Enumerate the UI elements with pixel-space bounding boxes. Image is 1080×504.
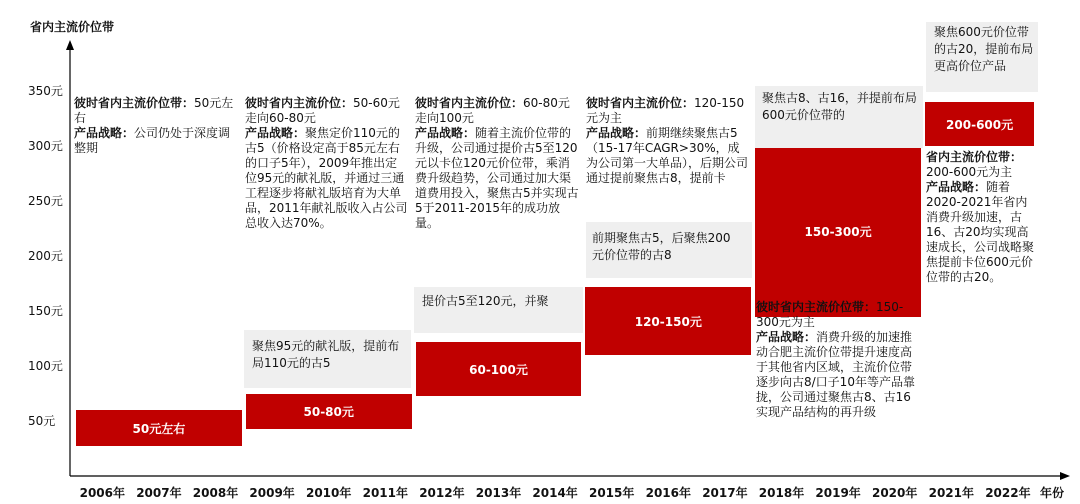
range-bar-label-5: 150-300元: [804, 225, 872, 240]
y-tick-label: 200元: [28, 249, 63, 263]
x-tick-label: 2008年: [192, 486, 239, 500]
description-6: [926, 150, 1038, 285]
range-bar-label-3: 60-100元: [469, 362, 528, 377]
y-tick-label: 300元: [28, 139, 63, 153]
x-tick-label: 2014年: [532, 486, 578, 500]
description-2-strategy: 聚焦定价110元的古5（价格设定高于85元左右的口子5年），2009年推出定位95元的献礼版，并通过三通工程逐步将献礼版培育为大单品，2011年献礼版收入占公司总收入达70%。: [245, 126, 408, 230]
description-2: [245, 96, 409, 231]
x-tick-label: 2009年: [249, 486, 295, 500]
description-6-strategy: 随着2020-2021年省内消费升级加速，古16、古20均实现高速成长，公司战略聚焦提前卡位600元价位带的古20。: [926, 180, 1035, 284]
description-1-head: 彼时省内主流价位带：: [74, 96, 195, 110]
description-2-strategy-label: 产品战略：: [245, 126, 306, 140]
x-tick-label: 2015年: [588, 486, 635, 500]
description-2-head: 彼时省内主流价位：: [245, 96, 354, 110]
description-5-strategy-label: 产品战略：: [756, 330, 817, 344]
x-tick-label: 2010年: [305, 486, 352, 500]
y-tick-label: 350元: [28, 84, 63, 98]
description-5-head-value: 150-300元为主: [756, 300, 904, 329]
description-1-strategy: 公司仍处于深度调整期: [74, 126, 231, 155]
description-1: [74, 96, 240, 156]
x-tick-label: 2007年: [136, 486, 182, 500]
description-1-strategy-label: 产品战略：: [74, 126, 135, 140]
description-5-head: 彼时省内主流价位带：: [756, 300, 877, 314]
x-tick-label: 2018年: [758, 486, 805, 500]
x-tick-label: 2012年: [419, 486, 465, 500]
x-tick-label: 2013年: [475, 486, 522, 500]
note-2: 提价古5至120元，并聚: [422, 294, 549, 308]
description-4: [586, 96, 750, 186]
range-bar-label-2: 50-80元: [303, 405, 354, 420]
range-bar-label-1: 50元左右: [132, 422, 186, 437]
description-3-strategy: 随着主流价位带的升级，公司通过提价古5至120元以卡位120元价位带，乘消费升级趋势，公司通过加大渠道费用投入，聚焦古5并实现古5于2011-2015年的成功放量。: [415, 126, 579, 230]
range-bar-label-6: 200-600元: [946, 118, 1014, 132]
y-axis-arrow: [66, 40, 74, 50]
description-3-head: 彼时省内主流价位：: [415, 96, 524, 110]
x-tick-label: 2019年: [815, 486, 861, 500]
note-1: 聚焦95元的献礼版，提前布局110元的古5: [252, 339, 400, 370]
description-4-head-value: 120-150元为主: [586, 96, 745, 125]
y-axis-title: 省内主流价位带: [30, 20, 115, 34]
description-6-head: 省内主流价位带：: [926, 150, 1023, 164]
note-3: 前期聚焦古5，后聚焦200元价位带的古8: [592, 231, 731, 262]
note-5: 聚焦600元价位带的古20，提前布局更高价位产品: [934, 25, 1034, 73]
x-tick-label: 2020年: [871, 486, 918, 500]
description-3-head-value: 60-80元走向100元: [415, 96, 570, 125]
x-tick-label: 2017年: [702, 486, 748, 500]
description-4-strategy-label: 产品战略：: [586, 126, 647, 140]
description-1-head-value: 50元左右: [74, 96, 234, 125]
description-6-strategy-label: 产品战略：: [926, 180, 987, 194]
description-5: [756, 300, 922, 420]
x-tick-label: 2011年: [362, 486, 408, 500]
y-tick-label: 50元: [28, 414, 56, 428]
description-2-head-value: 50-60元走向60-80元: [245, 96, 400, 125]
y-tick-label: 100元: [28, 359, 63, 373]
range-bar-label-4: 120-150元: [634, 314, 702, 329]
x-axis-arrow: [1060, 472, 1070, 480]
x-tick-label: 2021年: [928, 486, 974, 500]
note-4: 聚焦古8、古16，并提前布局600元价位带的: [762, 91, 917, 122]
description-4-strategy: 前期继续聚焦古5（15-17年CAGR>30%，成为公司第一大单品），后期公司通过提前聚焦古8，提前卡: [586, 126, 749, 185]
x-axis-title: 年份: [1040, 486, 1065, 500]
y-tick-label: 250元: [28, 194, 63, 208]
x-tick-label: 2006年: [79, 486, 125, 500]
x-tick-label: 2016年: [645, 486, 691, 500]
description-4-head: 彼时省内主流价位：: [586, 96, 695, 110]
description-5-strategy: 消费升级的加速推动合肥主流价位带提升速度高于其他省内区域，主流价位带逐步向古8/口子10年等产品靠拢，公司通过聚焦古8、古16实现产品结构的再升级: [756, 330, 915, 419]
description-6-head-value: 200-600元为主: [926, 165, 1013, 179]
y-tick-label: 150元: [28, 304, 63, 318]
description-3: [415, 96, 581, 231]
x-tick-label: 2022年: [985, 486, 1031, 500]
description-3-strategy-label: 产品战略：: [415, 126, 476, 140]
